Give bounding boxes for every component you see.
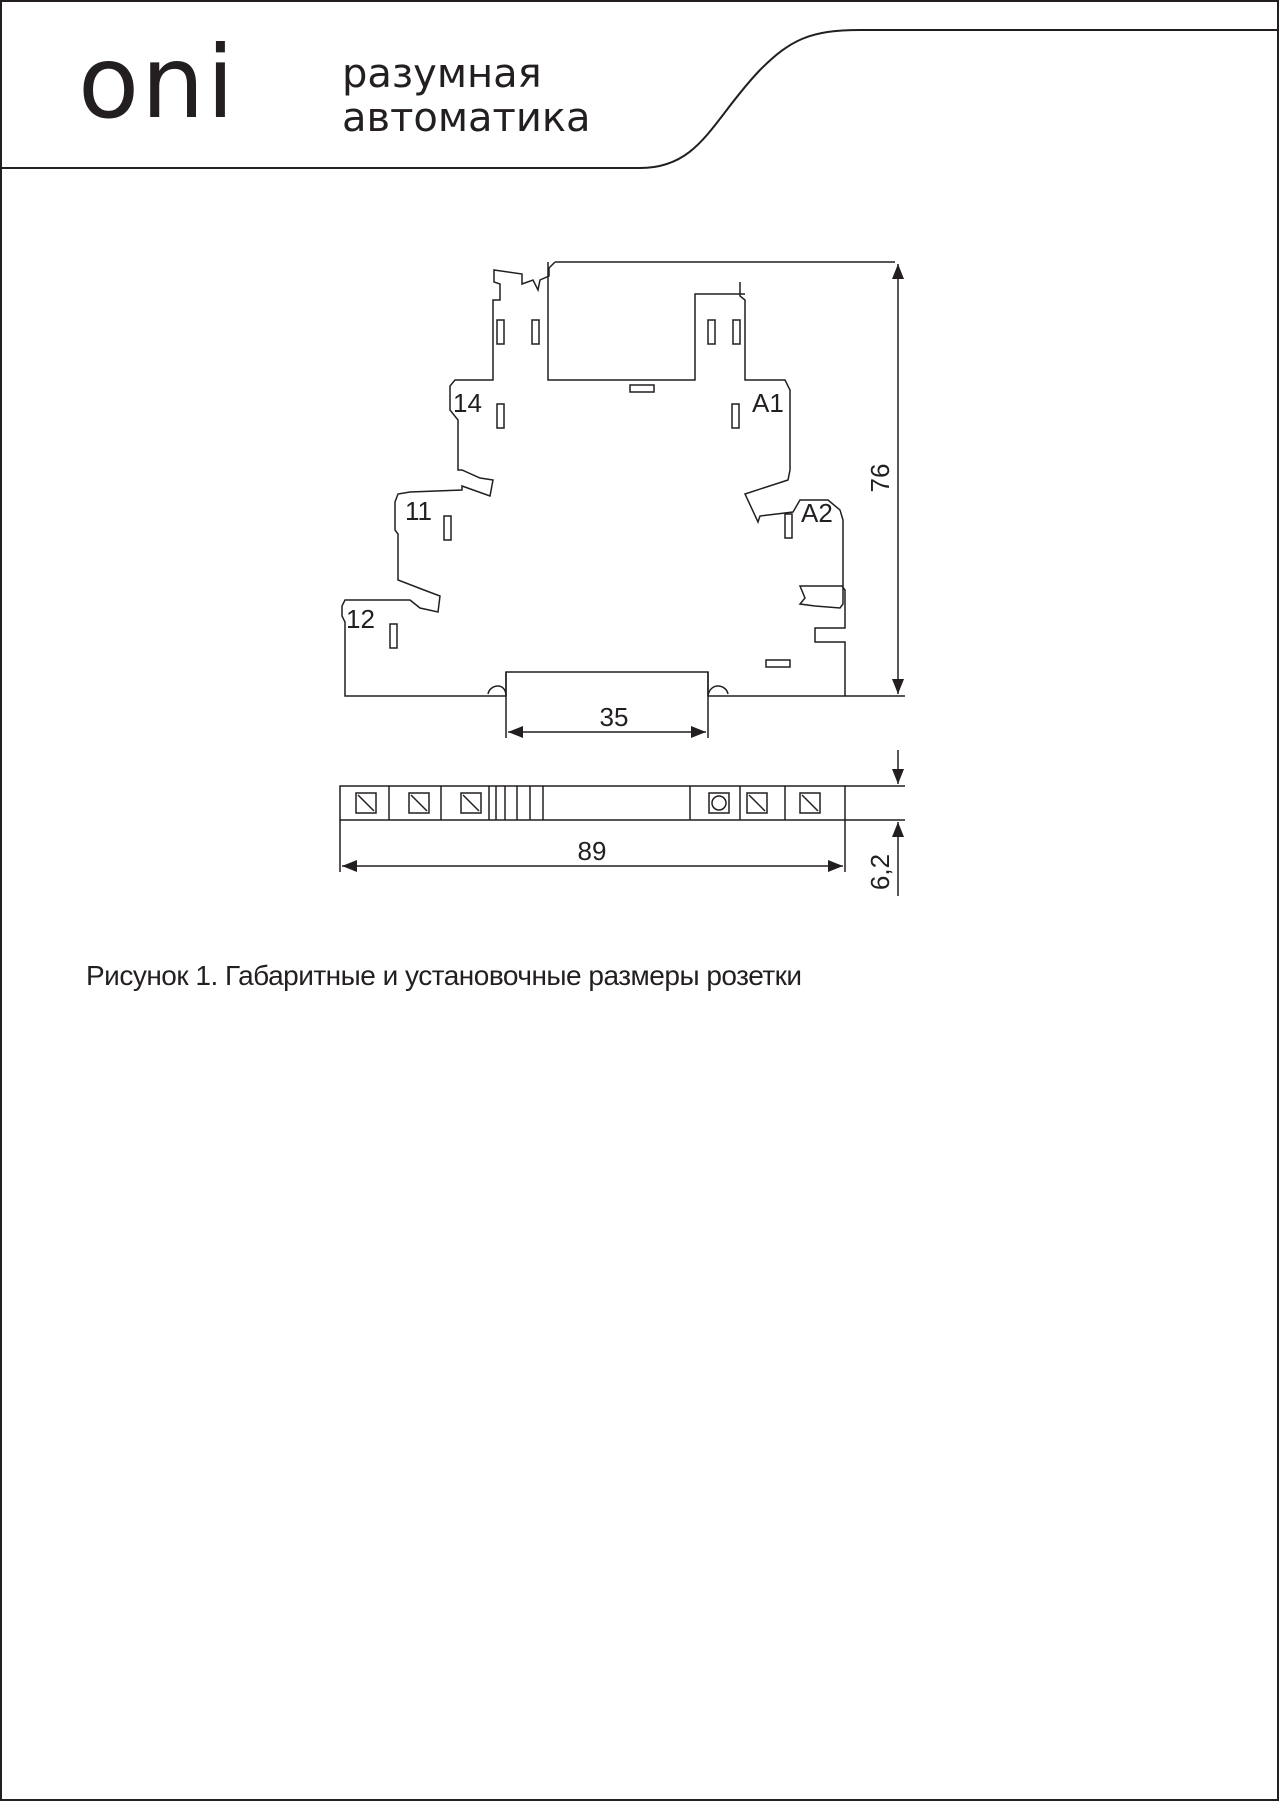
screw-terminal (800, 793, 820, 813)
terminal-labels (346, 388, 833, 634)
screw-terminal (747, 793, 767, 813)
dimension-height-value: 76 (865, 463, 895, 493)
socket-side-view (342, 262, 895, 696)
terminal-label-a1: A1 (752, 388, 784, 418)
tagline-line-2: автоматика (342, 95, 591, 141)
dimension-rail-value: 35 (599, 702, 629, 732)
dimension-width-value: 6,2 (865, 853, 895, 891)
terminal-label-12: 12 (346, 604, 375, 634)
socket-top-view (340, 786, 845, 820)
screw-terminal (709, 793, 729, 813)
screw-terminal (461, 793, 481, 813)
screw-terminal (409, 793, 429, 813)
terminal-label-14: 14 (453, 388, 482, 418)
terminal-label-a2: A2 (801, 498, 833, 528)
oni-logo: oni (78, 24, 237, 141)
screw-terminal (356, 793, 376, 813)
tagline-line-1: разумная (342, 51, 542, 97)
dimension-length-value: 89 (577, 836, 607, 866)
figure-caption: Рисунок 1. Габаритные и установочные размеры розетки (86, 960, 802, 991)
terminal-label-11: 11 (405, 496, 432, 526)
